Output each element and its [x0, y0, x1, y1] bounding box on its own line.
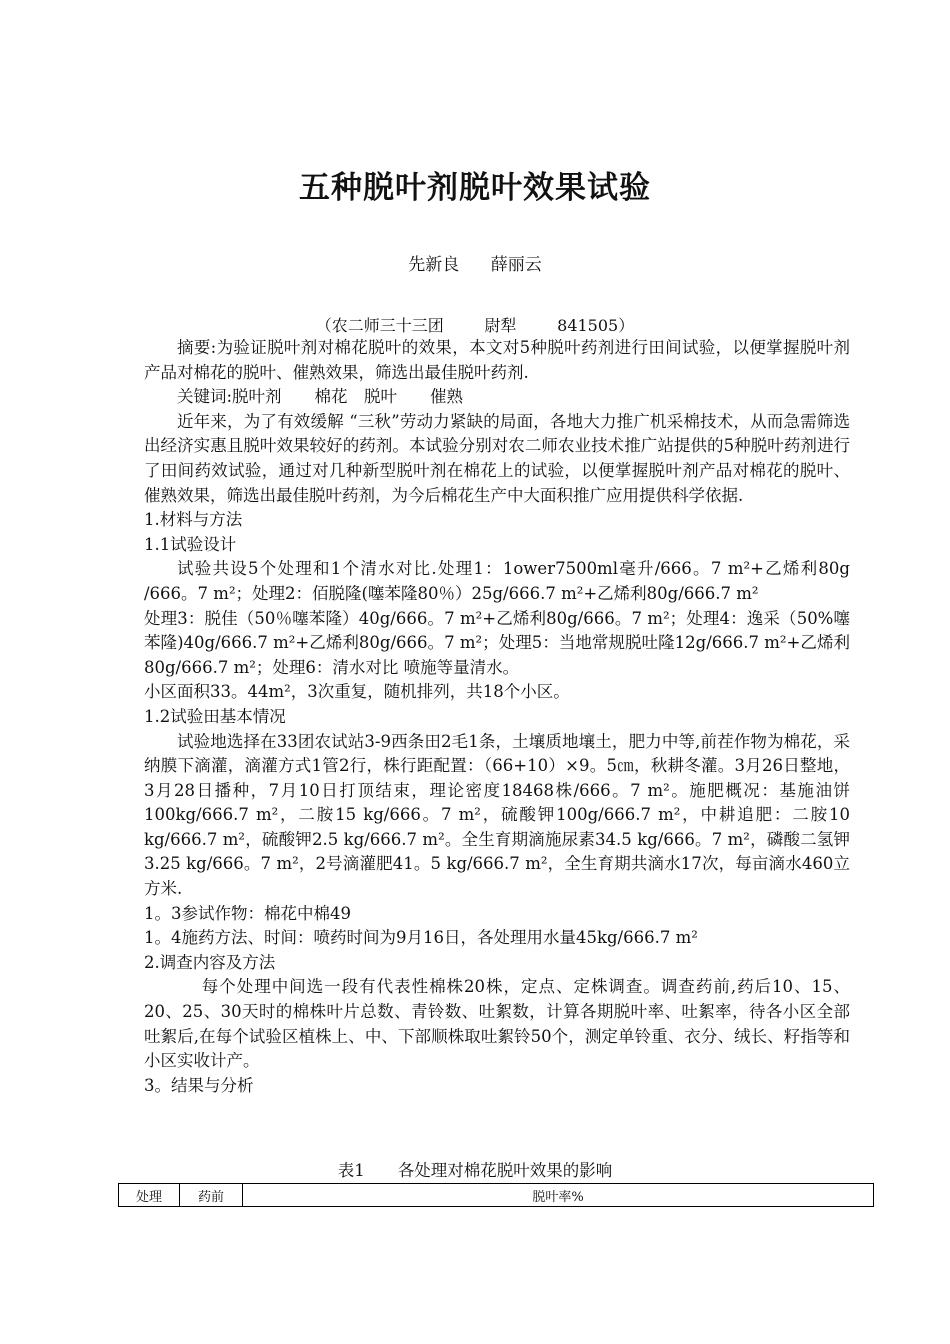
header-cell-defoliation-rate: 脱叶率% [243, 1184, 874, 1207]
authors-line: 先新良 薛丽云 [408, 255, 542, 275]
subsection-heading-design: 1.1试验设计 [144, 534, 237, 554]
abstract-paragraph: 摘要:为验证脱叶剂对棉花脱叶的效果，本文对5种脱叶药剂进行田间试验，以便掌握脱叶剂产品对棉花的脱叶、催熟效果，筛选出最佳脱叶药剂. [144, 338, 850, 382]
header-cell-before: 药前 [180, 1184, 243, 1207]
intro-paragraph: 近年来，为了有效缓解 “三秋”劳动力紧缺的局面，各地大力推广机采棉技术，从而急需筛选出经济实惠且脱叶效果较好的药剂。本试验分别对农二师农业技术推广站提供的5种脱叶药剂进行了田间药效试验，通过对几种新型脱叶剂在棉花上的试验，以便掌握脱叶剂产品对棉花的脱叶、催熟效果，筛选出最佳脱叶药剂，为今后棉花生产中大面积推广应用提供科学依据. [144, 411, 850, 505]
header-cell-treatment: 处理 [119, 1184, 180, 1207]
document-body [144, 336, 850, 1098]
document-title: 五种脱叶剂脱叶效果试验 [299, 170, 651, 206]
plot-area-paragraph: 小区面积33。44m²，3次重复，随机排列，共18个小区。 [144, 682, 570, 702]
keywords-paragraph: 关键词:脱叶剂 棉花 脱叶 催熟 [177, 387, 464, 407]
crop-paragraph: 1。3参试作物：棉花中棉49 [144, 903, 351, 923]
results-table [118, 1183, 874, 1207]
table-caption: 表1 各处理对棉花脱叶效果的影响 [337, 1161, 613, 1180]
survey-paragraph: 每个处理中间选一段有代表性棉株20株，定点、定株调查。调查药前,药后10、15、20、25、30天时的棉株叶片总数、青铃数、吐絮数，计算各期脱叶率、吐絮率，待各小区全部吐絮后,在每个试验区植株上、中、下部顺株取吐絮铃50个，测定单铃重、衣分、绒长、籽指等和小区实收计产。 [144, 977, 850, 1071]
subsection-heading-field: 1.2试验田基本情况 [144, 706, 286, 726]
field-paragraph: 试验地选择在33团农试站3-9西条田2毛1条，土壤质地壤土，肥力中等,前茬作物为棉花，采纳膜下滴灌，滴灌方式1管2行，株行距配置：（66+10）×9。5㎝，秋耕冬灌。3月26日整地，3月28日播种，7月10日打顶结束，理论密度18468株/666。7 m²。施肥概况：基施油饼100kg/666.7 m²，二胺15 kg/666。7 m²，硫酸钾100g/666.7 m²，中耕追肥：二胺10 kg/666.7 m²，硫酸钾2.5 kg/666.7 m²。全生育期滴施尿素34.5 kg/666。7 m²，磷酸二氢钾3.25 kg/666。7 m²，2号滴灌肥41。5 kg/666.7 m²，全生育期共滴水17次，每亩滴水460立方米. [144, 731, 850, 899]
section-heading-results: 3。结果与分析 [144, 1075, 254, 1095]
design-paragraph: 试验共设5个处理和1个清水对比.处理1：1ower7500ml毫升/666。7 m²+乙烯利80g /666。7 m²；处理2：佰脱隆(噻苯隆80％）25g/666.7 m²+乙烯利80g/666.7 m² [144, 559, 850, 603]
table-header-row [119, 1184, 874, 1207]
affiliation-line: （农二师三十三团 尉犁 841505） [315, 316, 635, 335]
application-paragraph: 1。4施药方法、时间：喷药时间为9月16日，各处理用水量45kg/666.7 m² [144, 928, 698, 948]
treatments-paragraph: 处理3：脱佳（50％噻苯隆）40g/666。7 m²+乙烯利80g/666。7 m²；处理4：逸采（50%噻苯隆)40g/666.7 m²+乙烯利80g/666。7 m²；处理5：当地常规脱吐隆12g/666.7 m²+乙烯利80g/666.7 m²；处理6：清水对比 喷施等量清水。 [144, 608, 850, 677]
section-heading-survey: 2.调查内容及方法 [144, 952, 276, 972]
section-heading-materials: 1.材料与方法 [144, 510, 243, 530]
